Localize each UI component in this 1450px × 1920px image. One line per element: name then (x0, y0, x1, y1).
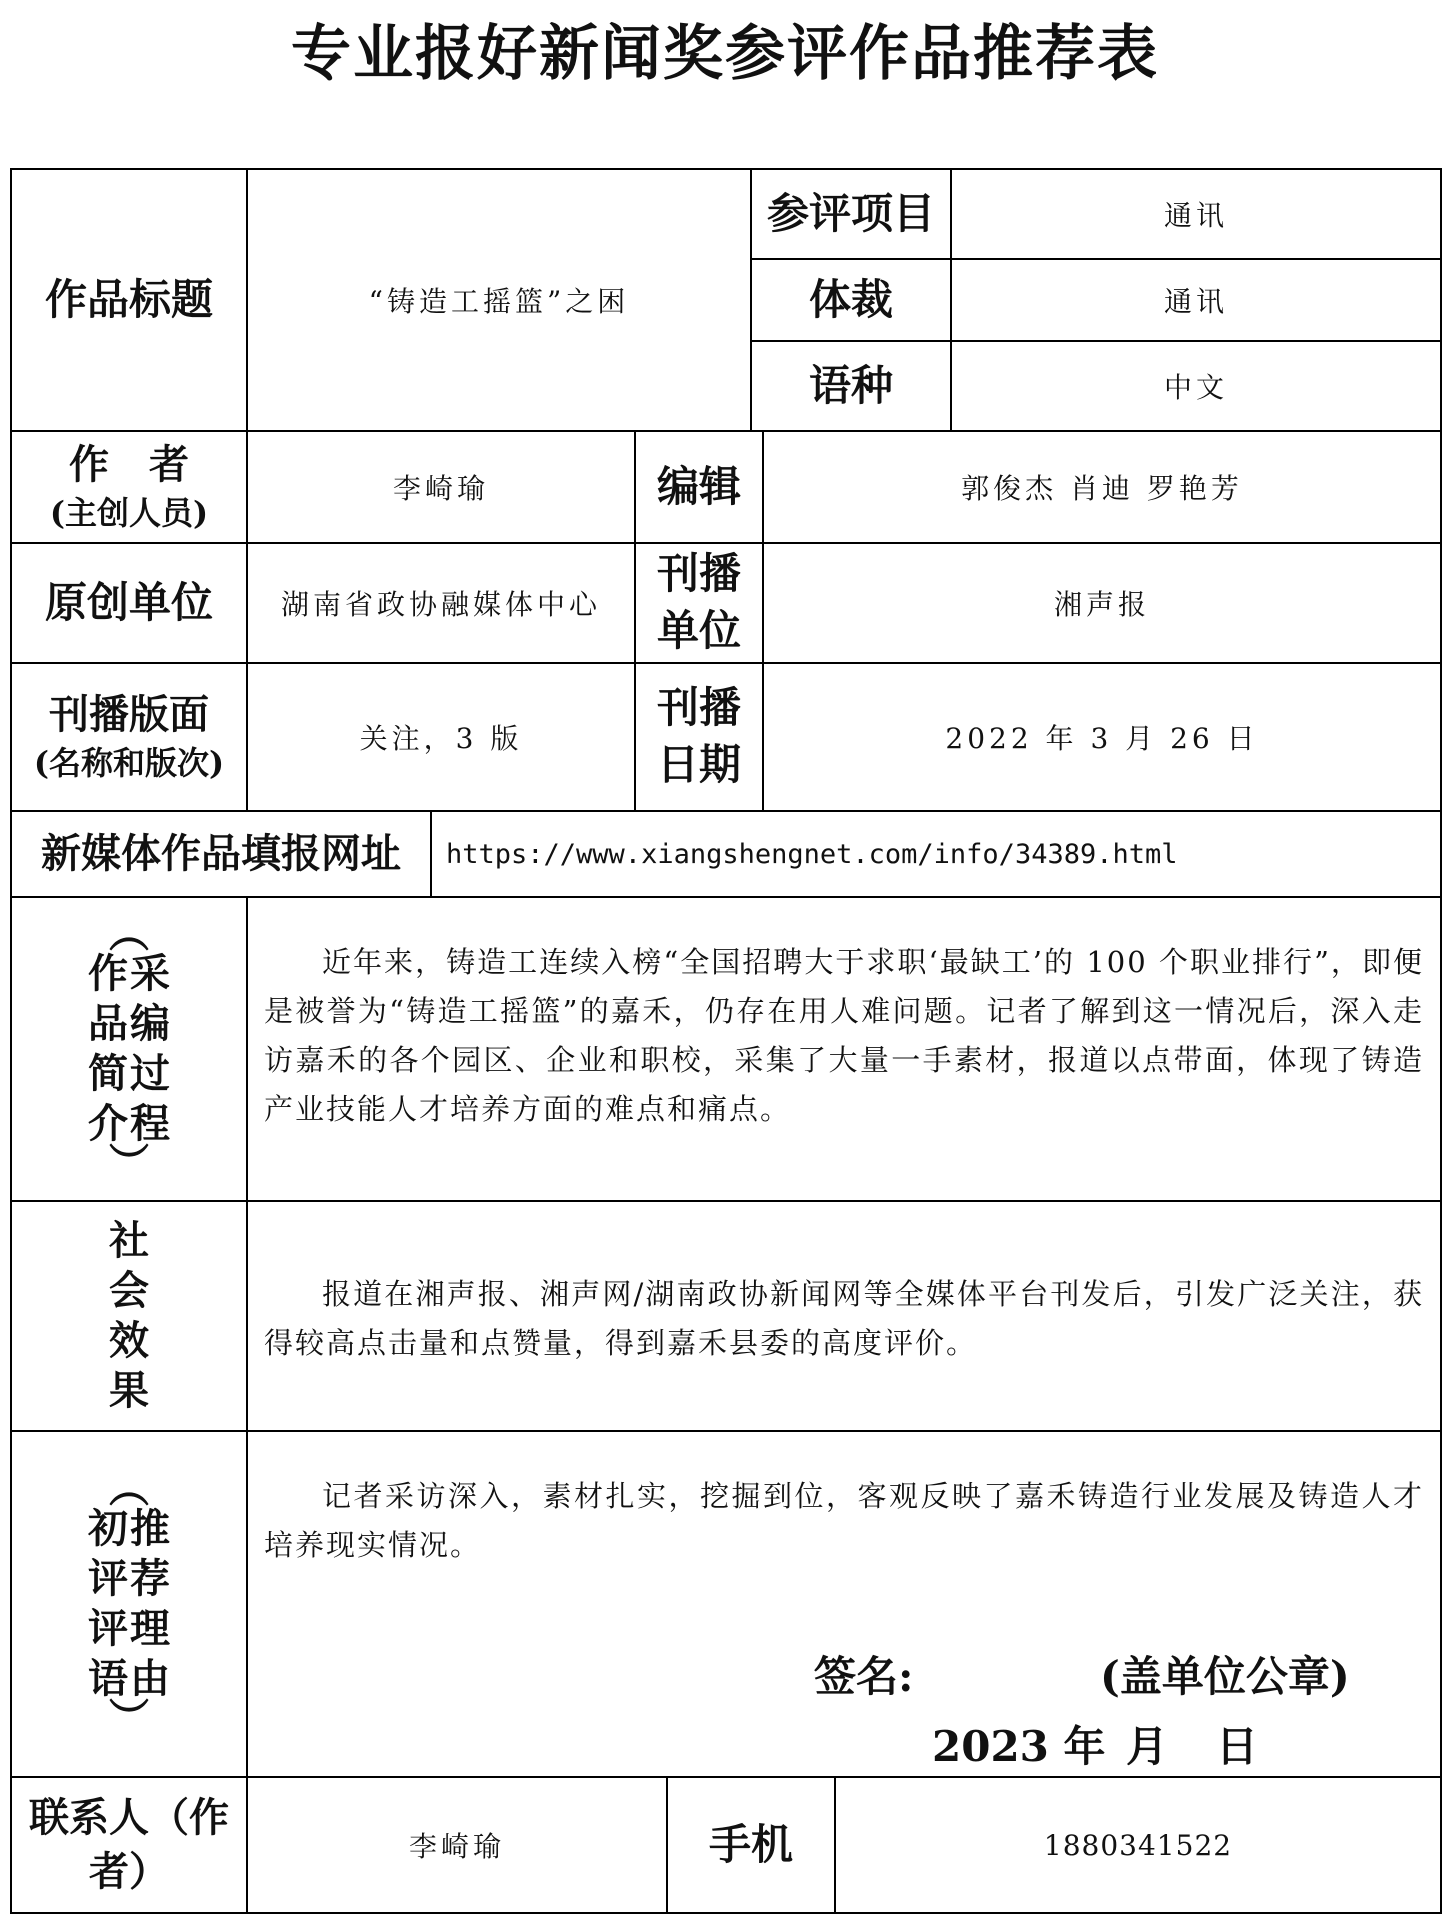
contact-value: 李崎瑜 (246, 1776, 668, 1914)
genre-value: 通讯 (950, 258, 1442, 342)
review-text: 记者采访深入，素材扎实，挖掘到位，客观反映了嘉禾铸造行业发展及铸造人才培养现实情况。 (246, 1430, 1442, 1778)
page-title: 专业报好新闻奖参评作品推荐表 (291, 19, 1159, 89)
publish-unit-value: 湘声报 (762, 542, 1442, 664)
close-paren: ︶ (109, 1140, 149, 1187)
work-title-value: “铸造工摇篮”之困 (246, 168, 752, 432)
brief-text: 近年来，铸造工连续入榜“全国招聘大于求职‘最缺工’的 100 个职业排行”，即便是被誉为“铸造工摇篮”的嘉禾，仍存在用人难问题。记者了解到这一情况后，深入走访嘉禾的各个园区、企业和职校，采集了大量一手素材，报道以点带面，体现了铸造产业技能人才培养方面的难点和痛点。 (246, 896, 1442, 1202)
brief-label: ︵ 作 品 简 介 采 编 过 程 ︶ (10, 896, 248, 1202)
editor-label: 编辑 (634, 430, 764, 544)
date-day: 日 (1216, 1722, 1259, 1771)
signature-label: 签名: (814, 1652, 914, 1701)
new-media-url-value[interactable]: https://www.xiangshengnet.com/info/34389.html (430, 810, 1442, 898)
layout-value: 关注，3 版 (246, 662, 636, 812)
editor-value: 郭俊杰 肖迪 罗艳芳 (762, 430, 1442, 544)
recommendation-form (10, 168, 1442, 1914)
genre-label: 体裁 (750, 258, 952, 342)
category-value: 通讯 (950, 168, 1442, 260)
publish-date-label: 刊播 日期 (634, 662, 764, 812)
date-year: 2023 年 (932, 1722, 1106, 1771)
language-label: 语种 (750, 340, 952, 432)
review-label: ︵ 初 评 评 语 推 荐 理 由 ︶ (10, 1430, 248, 1778)
contact-label: 联系人（作者） (10, 1776, 248, 1914)
close-paren: ︶ (109, 1695, 149, 1742)
date-month: 月 (1126, 1722, 1169, 1771)
phone-value[interactable]: 1880341522 (834, 1776, 1442, 1914)
author-label: 作 者 (主创人员) (10, 430, 248, 544)
phone-label: 手机 (666, 1776, 836, 1914)
original-unit-value: 湖南省政协融媒体中心 (246, 542, 636, 664)
work-title-label: 作品标题 (10, 168, 248, 432)
language-value: 中文 (950, 340, 1442, 432)
new-media-url-label: 新媒体作品填报网址 (10, 810, 432, 898)
category-label: 参评项目 (750, 168, 952, 260)
publish-unit-label: 刊播 单位 (634, 542, 764, 664)
layout-label: 刊播版面 (名称和版次) (10, 662, 248, 812)
original-unit-label: 原创单位 (10, 542, 248, 664)
effect-label: 社 会 效 果 (10, 1200, 248, 1432)
author-value: 李崎瑜 (246, 430, 636, 544)
effect-text: 报道在湘声报、湘声网/湖南政协新闻网等全媒体平台刊发后，引发广泛关注，获得较高点击量和点赞量，得到嘉禾县委的高度评价。 (246, 1200, 1442, 1432)
open-paren: ︵ (109, 1465, 149, 1512)
seal-label: (盖单位公章) (1100, 1652, 1350, 1701)
open-paren: ︵ (109, 910, 149, 957)
publish-date-value: 2022 年 3 月 26 日 (762, 662, 1442, 812)
